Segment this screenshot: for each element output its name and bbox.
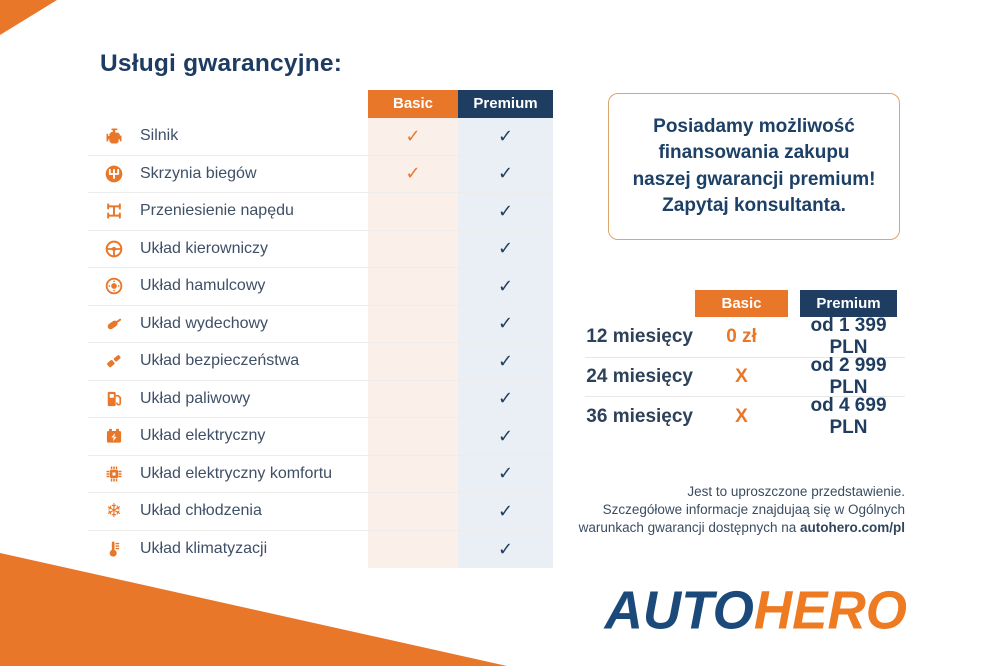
service-label: Skrzynia biegów [140, 164, 257, 182]
gearbox-icon [103, 163, 125, 185]
check-icon: ✓ [497, 313, 514, 335]
service-row [88, 531, 553, 569]
bottom-left-accent-wedge [0, 553, 507, 666]
basic-check-cell [368, 343, 458, 380]
check-icon: ✓ [497, 125, 514, 147]
basic-check-cell [368, 118, 458, 155]
basic-check-cell [368, 193, 458, 230]
basic-check-cell [368, 306, 458, 343]
drivetrain-icon [103, 200, 125, 222]
engine-icon [103, 125, 125, 147]
autohero-link[interactable]: autohero.com/pl [799, 519, 905, 535]
promo-text-line: Zapytaj konsultanta. [662, 194, 846, 216]
basic-check-cell [368, 381, 458, 418]
service-row [88, 156, 553, 194]
pricing-row [585, 354, 905, 398]
pricing-rows [585, 315, 905, 438]
disclaimer-line: Jest to uproszczone przedstawienie. [687, 484, 905, 499]
services-basic-header: Basic [368, 90, 458, 118]
disclaimer-line: Szczegółowe informacje znajdujaą się w Ogólnych [602, 501, 905, 517]
battery-icon [103, 425, 125, 447]
pricing-basic-value: X [735, 365, 748, 387]
check-icon: ✓ [497, 200, 514, 222]
service-row [88, 193, 553, 231]
check-icon: ✓ [497, 238, 514, 260]
premium-check-cell [458, 268, 553, 305]
premium-check-cell [458, 193, 553, 230]
disclaimer-line [525, 519, 905, 537]
pricing-row [585, 394, 905, 438]
check-icon: ✓ [497, 500, 514, 522]
service-label: Układ elektryczny [140, 427, 266, 445]
premium-check-cell [458, 343, 553, 380]
disclaimer [525, 483, 905, 537]
seatbelt-icon [103, 350, 125, 372]
premium-check-cell [458, 418, 553, 455]
basic-check-cell [368, 531, 458, 569]
check-icon: ✓ [497, 463, 514, 485]
service-row [88, 418, 553, 456]
logo-hero-part: HERO [753, 580, 907, 641]
service-row [88, 268, 553, 306]
service-row [88, 456, 553, 494]
check-icon: ✓ [497, 388, 514, 410]
promo-text-line: finansowania zakupu [658, 142, 850, 164]
pricing-basic-value: 0 zł [726, 326, 757, 348]
services-premium-header: Premium [458, 90, 553, 118]
pricing-row [585, 315, 905, 359]
pricing-basic-value: X [735, 405, 748, 427]
basic-check-cell [368, 156, 458, 193]
pricing-premium-value: od 1 399 PLN [810, 315, 887, 359]
pricing-term: 12 miesięcy [586, 326, 693, 348]
steering-icon [103, 238, 125, 260]
premium-check-cell [458, 306, 553, 343]
promo-box [608, 93, 900, 240]
service-label: Układ paliwowy [140, 389, 251, 407]
service-label: Układ elektryczny komfortu [140, 464, 333, 482]
service-row [88, 381, 553, 419]
chip-icon [103, 463, 125, 485]
exhaust-icon [103, 313, 125, 335]
service-label: Przeniesienie napędu [140, 202, 294, 220]
service-row [88, 306, 553, 344]
check-icon: ✓ [405, 125, 421, 147]
services-table [88, 118, 553, 568]
autohero-logo [605, 579, 907, 641]
basic-check-cell [368, 268, 458, 305]
service-label: Układ hamulcowy [140, 277, 266, 295]
service-label: Układ chłodzenia [140, 502, 262, 520]
check-icon: ✓ [405, 163, 421, 185]
check-icon: ✓ [497, 163, 514, 185]
service-row [88, 231, 553, 269]
page-title: Usługi gwarancyjne: [100, 50, 343, 77]
pricing-basic-header: Basic [695, 290, 788, 317]
logo-auto-part: AUTO [604, 580, 754, 641]
brake-icon [103, 275, 125, 297]
check-icon: ✓ [497, 425, 514, 447]
service-label: Układ klimatyzacji [140, 540, 268, 558]
basic-check-cell [368, 456, 458, 493]
service-row [88, 493, 553, 531]
promo-text-line: naszej gwarancji premium! [632, 168, 876, 190]
thermometer-icon [103, 538, 125, 560]
service-label: Układ wydechowy [140, 314, 269, 332]
pricing-term: 24 miesięcy [586, 365, 693, 387]
premium-check-cell [458, 156, 553, 193]
check-icon: ✓ [497, 350, 514, 372]
premium-check-cell [458, 118, 553, 155]
pricing-term: 36 miesięcy [586, 405, 693, 427]
basic-check-cell [368, 231, 458, 268]
pricing-premium-value: od 4 699 PLN [810, 394, 887, 438]
service-row [88, 118, 553, 156]
disclaimer-line3-prefix: warunkach gwarancji dostępnych na [578, 519, 800, 535]
fuel-icon [103, 388, 125, 410]
service-label: Układ kierowniczy [140, 239, 269, 257]
basic-check-cell [368, 418, 458, 455]
pricing-premium-value: od 2 999 PLN [810, 354, 887, 398]
service-row [88, 343, 553, 381]
premium-check-cell [458, 231, 553, 268]
service-label: Układ bezpieczeństwa [140, 352, 300, 370]
premium-check-cell [458, 381, 553, 418]
snowflake-icon: ❄ [106, 500, 122, 523]
check-icon: ✓ [497, 538, 514, 560]
check-icon: ✓ [497, 275, 514, 297]
pricing-premium-header: Premium [800, 290, 897, 317]
basic-check-cell [368, 493, 458, 530]
promo-text-line: Posiadamy możliwość [653, 116, 855, 138]
top-left-accent-triangle [0, 0, 57, 35]
service-label: Silnik [140, 127, 179, 145]
